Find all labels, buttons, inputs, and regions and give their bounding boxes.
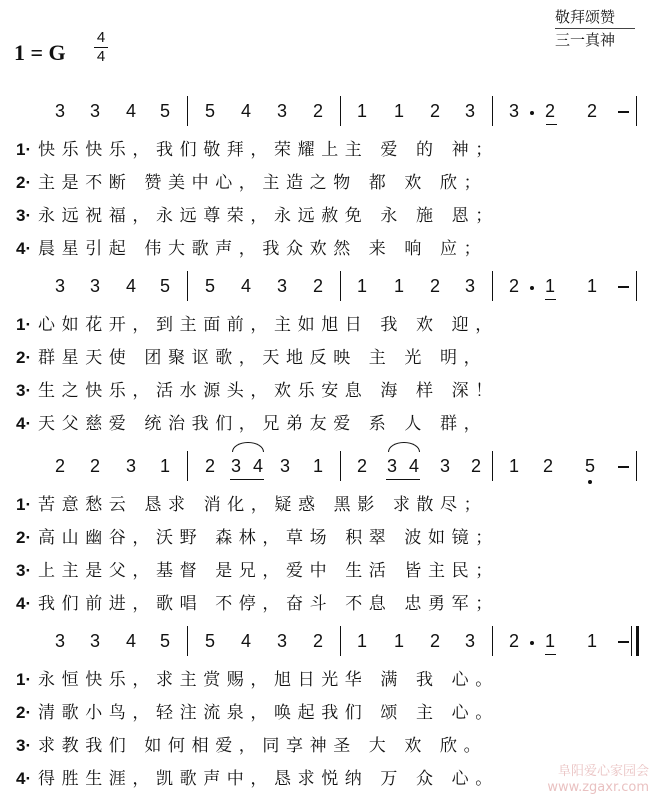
- eighth-underline: [545, 299, 556, 300]
- note: 4: [409, 456, 420, 476]
- verse-text: 我们前进，歌唱 不停，奋斗 不息 忠勇军；: [38, 594, 499, 614]
- note: 1: [545, 631, 556, 651]
- barline: [636, 451, 637, 481]
- lyric-line: [16, 381, 499, 401]
- barline: [492, 626, 493, 656]
- note: 1: [160, 456, 171, 476]
- note: 3: [509, 101, 520, 121]
- barline: [631, 626, 632, 656]
- verse-text: 主是不断 赞美中心，主造之物 都 欢 欣；: [38, 173, 488, 193]
- note: 1: [545, 276, 556, 296]
- slur: [388, 442, 420, 452]
- verse-number: 2·: [16, 173, 32, 192]
- verse-number: 2·: [16, 348, 32, 367]
- lyric-line: [16, 140, 499, 160]
- note: 2: [430, 101, 441, 121]
- note: 4: [241, 631, 252, 651]
- watermark-url: www.zgaxr.com: [547, 780, 649, 795]
- lyric-line: [16, 703, 499, 723]
- note: 3: [440, 456, 451, 476]
- note: 1: [394, 631, 405, 651]
- barline: [187, 626, 188, 656]
- note: 1: [357, 631, 368, 651]
- note: 2: [90, 456, 101, 476]
- note: 3: [465, 101, 476, 121]
- verse-number: 4·: [16, 239, 32, 258]
- lyric-line: [16, 594, 499, 614]
- note: 2: [313, 101, 324, 121]
- verse-text: 心如花开，到主面前，主如旭日 我 欢 迎，: [38, 315, 499, 335]
- note-dash: [618, 466, 629, 468]
- note: 5: [205, 101, 216, 121]
- key-signature: 1 = G: [14, 40, 66, 65]
- lyric-line: [16, 348, 487, 368]
- lyric-line: [16, 173, 487, 193]
- note: 3: [387, 456, 398, 476]
- verse-number: 2·: [16, 703, 32, 722]
- note: 1: [357, 276, 368, 296]
- note-dash: [618, 111, 629, 113]
- verse-text: 得胜生涯，凯歌声中，恳求悦纳 万 众 心。: [38, 769, 499, 789]
- verse-text: 生之快乐，活水源头，欢乐安息 海 样 深！: [38, 381, 499, 401]
- verse-number: 4·: [16, 769, 32, 788]
- time-signature-bottom: 4: [96, 48, 106, 65]
- octave-dot: [588, 480, 592, 484]
- lyric-line: [16, 239, 487, 259]
- barline: [187, 96, 188, 126]
- barline: [492, 451, 493, 481]
- final-barline: [636, 626, 639, 656]
- note: 1: [357, 101, 368, 121]
- note: 5: [585, 456, 596, 476]
- hymn-category: 敬拜颂赞: [555, 8, 616, 26]
- verse-text: 晨星引起 伟大歌声，我众欢然 来 响 应；: [38, 239, 488, 259]
- watermark-text: 阜阳爱心家园会: [557, 764, 649, 779]
- verse-number: 3·: [16, 381, 32, 400]
- barline: [340, 626, 341, 656]
- slur: [232, 442, 264, 452]
- note: 2: [543, 456, 554, 476]
- note: 4: [253, 456, 264, 476]
- verse-text: 求教我们 如何相爱，同享神圣 大 欢 欣。: [38, 736, 488, 756]
- verse-number: 4·: [16, 594, 32, 613]
- note: 3: [277, 631, 288, 651]
- note: 2: [587, 101, 598, 121]
- verse-number: 3·: [16, 206, 32, 225]
- note: 2: [509, 276, 520, 296]
- lyric-line: [16, 769, 499, 789]
- note: 5: [160, 631, 171, 651]
- time-signature: [92, 30, 110, 65]
- note: 1: [394, 101, 405, 121]
- note: 1: [587, 631, 598, 651]
- note: 2: [545, 101, 556, 121]
- note: 5: [160, 276, 171, 296]
- verse-number: 3·: [16, 736, 32, 755]
- note: 4: [126, 631, 137, 651]
- note: 3: [55, 276, 66, 296]
- note: 4: [126, 276, 137, 296]
- note: 5: [205, 631, 216, 651]
- verse-number: 3·: [16, 561, 32, 580]
- note: 3: [55, 101, 66, 121]
- verse-number: 4·: [16, 414, 32, 433]
- note: 4: [241, 101, 252, 121]
- note: 2: [313, 631, 324, 651]
- verse-text: 天父慈爱 统治我们，兄弟友爱 系 人 群，: [38, 414, 488, 434]
- note: 3: [90, 631, 101, 651]
- verse-text: 快乐快乐，我们敬拜，荣耀上主 爱 的 神；: [38, 140, 499, 160]
- note: 5: [160, 101, 171, 121]
- eighth-underline: [546, 124, 557, 125]
- verse-number: 1·: [16, 315, 32, 334]
- lyric-line: [16, 315, 499, 335]
- verse-text: 高山幽谷，沃野 森林，草场 积翠 波如镜；: [38, 528, 499, 548]
- note: 4: [126, 101, 137, 121]
- note: 3: [55, 631, 66, 651]
- lyric-line: [16, 670, 499, 690]
- note: 3: [465, 631, 476, 651]
- note: 2: [430, 631, 441, 651]
- verse-text: 清歌小鸟，轻注流泉，唤起我们 颂 主 心。: [38, 703, 499, 723]
- hymn-info: [555, 6, 635, 51]
- barline: [340, 271, 341, 301]
- note: 2: [55, 456, 66, 476]
- note: 2: [357, 456, 368, 476]
- note: 2: [471, 456, 482, 476]
- augmentation-dot: [530, 111, 534, 115]
- augmentation-dot: [530, 641, 534, 645]
- note: 5: [205, 276, 216, 296]
- lyric-line: [16, 736, 487, 756]
- note: 3: [90, 276, 101, 296]
- eighth-underline: [230, 479, 264, 480]
- lyric-line: [16, 528, 499, 548]
- note: 1: [313, 456, 324, 476]
- verse-text: 上主是父，基督 是兄，爱中 生活 皆主民；: [38, 561, 499, 581]
- lyric-line: [16, 414, 487, 434]
- eighth-underline: [386, 479, 420, 480]
- note: 4: [241, 276, 252, 296]
- barline: [636, 96, 637, 126]
- verse-text: 永远祝福，永远尊荣，永远赦免 永 施 恩；: [38, 206, 499, 226]
- note: 2: [430, 276, 441, 296]
- note: 1: [587, 276, 598, 296]
- lyric-line: [16, 495, 487, 515]
- note: 3: [465, 276, 476, 296]
- verse-number: 1·: [16, 495, 32, 514]
- barline: [492, 271, 493, 301]
- note: 3: [90, 101, 101, 121]
- note: 2: [509, 631, 520, 651]
- verse-number: 1·: [16, 140, 32, 159]
- lyric-line: [16, 561, 499, 581]
- barline: [187, 451, 188, 481]
- hymn-subtitle: 三一真神: [555, 31, 616, 49]
- barline: [340, 451, 341, 481]
- barline: [340, 96, 341, 126]
- note: 1: [509, 456, 520, 476]
- note: 1: [394, 276, 405, 296]
- note: 2: [313, 276, 324, 296]
- verse-text: 永恒快乐，求主赏赐，旭日光华 满 我 心。: [38, 670, 499, 690]
- note: 3: [280, 456, 291, 476]
- verse-text: 苦意愁云 恳求 消化，疑惑 黑影 求散尽；: [38, 495, 488, 515]
- note: 3: [277, 276, 288, 296]
- note: 3: [126, 456, 137, 476]
- note: 3: [277, 101, 288, 121]
- watermark: [547, 764, 649, 796]
- augmentation-dot: [530, 286, 534, 290]
- note-dash: [618, 641, 629, 643]
- lyric-line: [16, 206, 499, 226]
- time-signature-top: 4: [96, 29, 106, 46]
- note-dash: [618, 286, 629, 288]
- note: 3: [231, 456, 242, 476]
- verse-number: 1·: [16, 670, 32, 689]
- barline: [636, 271, 637, 301]
- verse-number: 2·: [16, 528, 32, 547]
- barline: [187, 271, 188, 301]
- eighth-underline: [545, 654, 556, 655]
- verse-text: 群星天使 团聚讴歌，天地反映 主 光 明，: [38, 348, 488, 368]
- note: 2: [205, 456, 216, 476]
- barline: [492, 96, 493, 126]
